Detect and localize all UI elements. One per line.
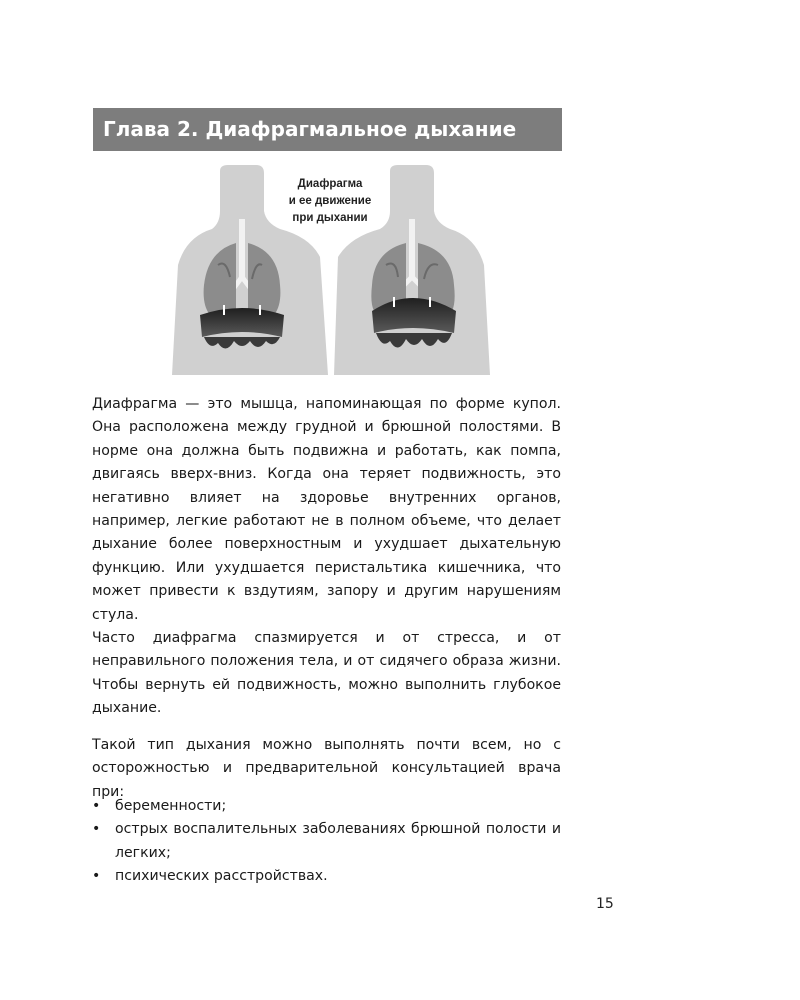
contraindication-list bbox=[92, 795, 561, 889]
list-item: • острых воспалительных заболеваниях брюшной полости и легких; bbox=[92, 818, 561, 865]
figure-caption-line: при дыхании bbox=[292, 212, 368, 224]
paragraph-diaphragm-definition: Диафрагма — это мышца, напоминающая по форме купол. Она расположена между грудной и брюшной полостями. В норме она должна быть подвижна и работать, как помпа, двигаясь вверх-вниз. Когда она теряет подвижность, это негативно влияет на здоровье внутренних органов, например, легкие работают не в полном объеме, что делает дыхание более поверхностным и ухудшает дыхательную функцию. Или ухудшается перистальтика кишечника, что может привести к вздутиям, запору и другим нарушениям стула. bbox=[92, 396, 561, 623]
chapter-title: Глава 2. Диафрагмальное дыхание bbox=[93, 108, 562, 151]
list-item: • психических расстройствах. bbox=[92, 865, 561, 888]
figure-caption-line: и ее движение bbox=[288, 195, 372, 207]
figure-caption bbox=[262, 176, 398, 227]
list-item: • беременности; bbox=[92, 795, 561, 818]
diaphragm-figure bbox=[160, 165, 500, 375]
page-number: 15 bbox=[596, 896, 614, 912]
paragraph-caution: Такой тип дыхания можно выполнять почти всем, но с осторожностью и предварительной консультацией врача при: bbox=[92, 737, 561, 800]
figure-caption-line: Диафрагма bbox=[297, 178, 363, 190]
paragraph-diaphragm-spasm: Часто диафрагма спазмируется и от стресса, и от неправильного положения тела, и от сидячего образа жизни. Чтобы вернуть ей подвижность, можно выполнить глубокое дыхание. bbox=[92, 630, 561, 717]
